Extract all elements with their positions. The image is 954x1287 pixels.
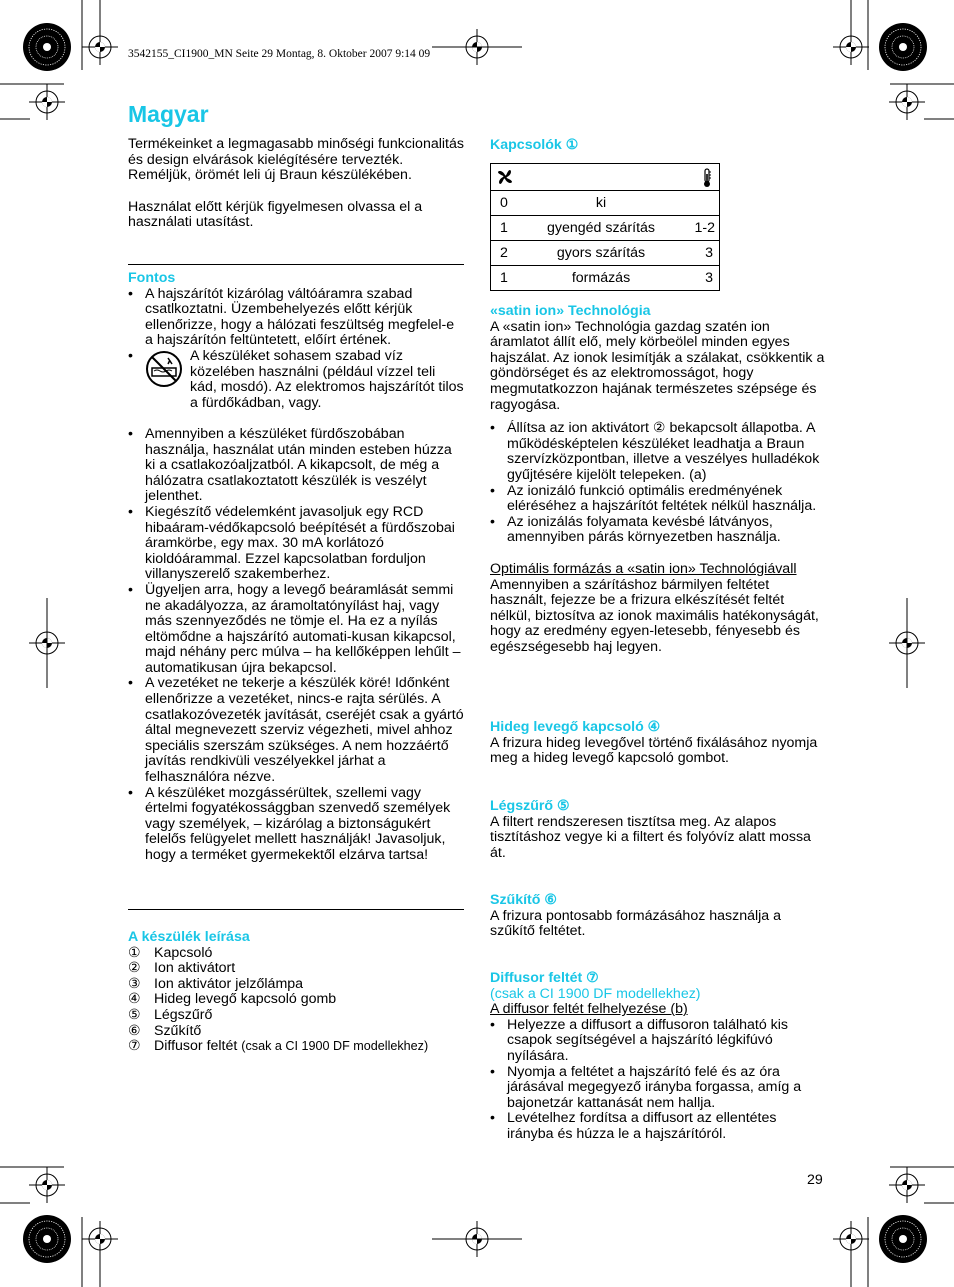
list-item: • A vezetéket ne tekerje a készülék köré! Időnként ellenőrizze a vezetéket, nincs-e rajta sérülés. A csatlakozóvezeték javítását, cseréjét csak a gyártó által megnevezett szerviz végezheti, mivel ahhoz speciális szerszám szükséges. A nem hozzáértő javítás rendkivüli veszélyekkel járhat a felhasználóra nézve. [128,676,464,785]
nozzle-heading: Szűkítő ⑥ [490,892,558,908]
list-item: • Nyomja a feltétet a hajszárító felé és az óra járásával megegyező irányba forgassa, amíg a bajonetzár kattanását nem hallja. [490,1065,826,1112]
diffusor-section [490,971,826,1143]
diffusor-heading: Diffusor feltét ⑦ [490,970,599,986]
intro-paragraph: Használat előtt kérjük figyelmesen olvassa el a használati utasítást. [128,198,423,231]
filter-heading: Légszűrő ⑤ [490,798,570,814]
cold-shot-text: A frizura hideg levegővel történő fixálásához nyomja meg a hideg levegő kapcsoló gombot. [490,734,818,767]
diffusor-list [490,1018,826,1143]
divider [128,264,464,265]
part-item: ⑤ Légszűrő [128,1006,213,1023]
list-item-water-warning: • A készüléket sohasem szabad víz közelében használni (például vízzel teli kád, mosdó). Az elektromos hajszárítót tilos a fürdőkádban, vagy. [128,349,464,427]
satin-ion-heading: «satin ion» Technológia [490,303,651,319]
cold-shot-section [490,720,826,767]
list-item: • Az ionizálás folyamata kevésbé látványos, amennyiben párás környezetben használja. [490,515,826,546]
list-item: • Amennyiben a készüléket fürdőszobában használja, használat után minden esteben húzza ki a csatlakozóaljzatból. A kikapcsolt, de még a hálózatra csatlakoztatott készülék is veszélyt jelenthet. [128,427,464,505]
optimal-styling-heading: Optimális formázás a «satin ion» Technológiávall [490,560,797,577]
left-column [128,137,464,231]
list-item: • A készüléket mozgássérültek, szellemi vagy értelmi fogyatékossággban szenvedő személyek vagy személyek, – kizárólag a biztonságukért felelős felügyelet mellett használják! Javasoljuk, hogy a terméket gyermekektől elzárva tartsa! [128,786,464,864]
optimal-styling-text: Amennyiben a szárításhoz bármilyen feltétet használt, fejezze be a frizura elkészítését feltét nélkül, biztosítva az ionok maximális hatékonyságát, hogy az eredmény egyen-letesebb, fényesebb és egészségesebb haj legyen. [490,576,819,655]
filter-section [490,799,826,861]
part-item: ② Ion aktivátort [128,960,236,977]
corner-star-icon [23,1215,71,1263]
page-number: 29 [807,1172,823,1188]
list-item: • Az ionizáló funkció optimális eredményének eléréséhez a hajszárítót feltétek nélkül használja. [490,484,826,515]
table-row: 1 formázás 3 [491,266,720,291]
page-title: Magyar [128,101,209,127]
table-row: 2 gyors szárítás 3 [491,241,720,266]
part-item: ⑦ Diffusor feltét (csak a CI 1900 DF modellekhez) [128,1038,429,1055]
part-item: ③ Ion aktivátor jelzőlámpa [128,975,304,992]
switches-heading: Kapcsolók ① [490,137,579,153]
list-item: • Levételhez fordítsa a diffusort az ellentétes irányba és húzza le a hajszárítóról. [490,1111,826,1142]
thermometer-icon [701,168,713,188]
table-header-row [491,164,720,191]
important-list [128,287,464,864]
important-section [128,271,464,864]
switch-table [490,163,720,291]
part-item: ① Kapcsoló [128,944,213,961]
satin-ion-text: A «satin ion» Technológia gazdag szatén ion áramlatot állít elő, mely körbeölel minden egyes hajszálat. Az ionok lesimítják a szálakat, csökkentik a göndörséget és az elektromosságot, hogy megmutatkozzon hajának természetes szépsége és ragyogása. [490,318,825,413]
filter-text: A filtert rendszeresen tisztítsa meg. Az alapos tisztításhoz vegye ki a filtert és folyóvíz alatt mossa át. [490,813,811,861]
satin-ion-section [490,304,826,655]
diffusor-use-heading: A diffusor feltét felhelyezése (b) [490,1001,688,1018]
cold-shot-heading: Hideg levegő kapcsoló ④ [490,719,661,735]
list-item: • A hajszárítót kizárólag váltóáramra szabad csatlkoztatni. Üzembehelyezés előtt kérjük ellenőrizze, hogy a hálózati feszültség megfelel-e a hajszárítón feltüntetett, előírt értének. [128,287,464,349]
divider [128,909,464,910]
important-heading: Fontos [128,270,176,286]
corner-star-icon [879,1215,927,1263]
description-section [128,930,468,1055]
no-water-bath-icon [144,351,184,387]
list-item: • Helyezze a diffusort a diffusoron található kis csapok segítségével a hajszárító légkifúvó nyílására. [490,1018,826,1065]
print-spec-line: 3542155_CI1900_MN Seite 29 Montag, 8. Oktober 2007 9:14 09 [128,48,431,60]
list-item: • Kiegészítő védelemként javasoljuk egy RCD hibaáram-védőkapcsoló beépítését a fürdőszobai áramkörbe, egy max. 30 mA korlátozó kioldóárammal. Ezzel kapcsolatban forduljon villanyszerelő szakemberhez. [128,505,464,583]
parts-list [128,946,468,1055]
satin-ion-list [490,421,826,546]
table-row: 0 ki [491,191,720,216]
part-item: ⑥ Szűkítő [128,1022,202,1039]
diffusor-subheading: (csak a CI 1900 DF modellekhez) [490,985,701,1002]
intro-paragraph: Termékeinket a legmagasabb minőségi funkcionalitás és design elvárások kielégítésére tervezték. Reméljük, örömét leli új Braun készülékében. [128,136,464,184]
table-row: 1 gyengéd szárítás 1-2 [491,216,720,241]
list-item: • Ügyeljen arra, hogy a levegő beáramlását semmi ne akadályozza, az áramoltatónyílást haj, vagy más szennyeződés ne tömje el. Ha ez a nyílás eltömődne a hajszárító automati-kusan kikapcsol, majd néhány perc múlva – ha kellőképpen lehűlt – automatikusan újra bekapcsol. [128,583,464,677]
part-item: ④ Hideg levegő kapcsoló gomb [128,991,337,1008]
corner-star-icon [23,23,71,71]
description-heading: A készülék leírása [128,929,250,945]
fan-icon [496,168,514,186]
nozzle-text: A frizura pontosabb formázásához használja a szűkítő feltétet. [490,907,782,940]
nozzle-section [490,893,826,940]
corner-star-icon [879,23,927,71]
list-item: • Állítsa az ion aktivátort ② bekapcsolt állapotba. A működésképtelen készüléket leadhatja a Braun szervízközpontban, illetve a veszélyes hulladékok gyűjtésére kijelölt telepeken. (a) [490,421,826,483]
